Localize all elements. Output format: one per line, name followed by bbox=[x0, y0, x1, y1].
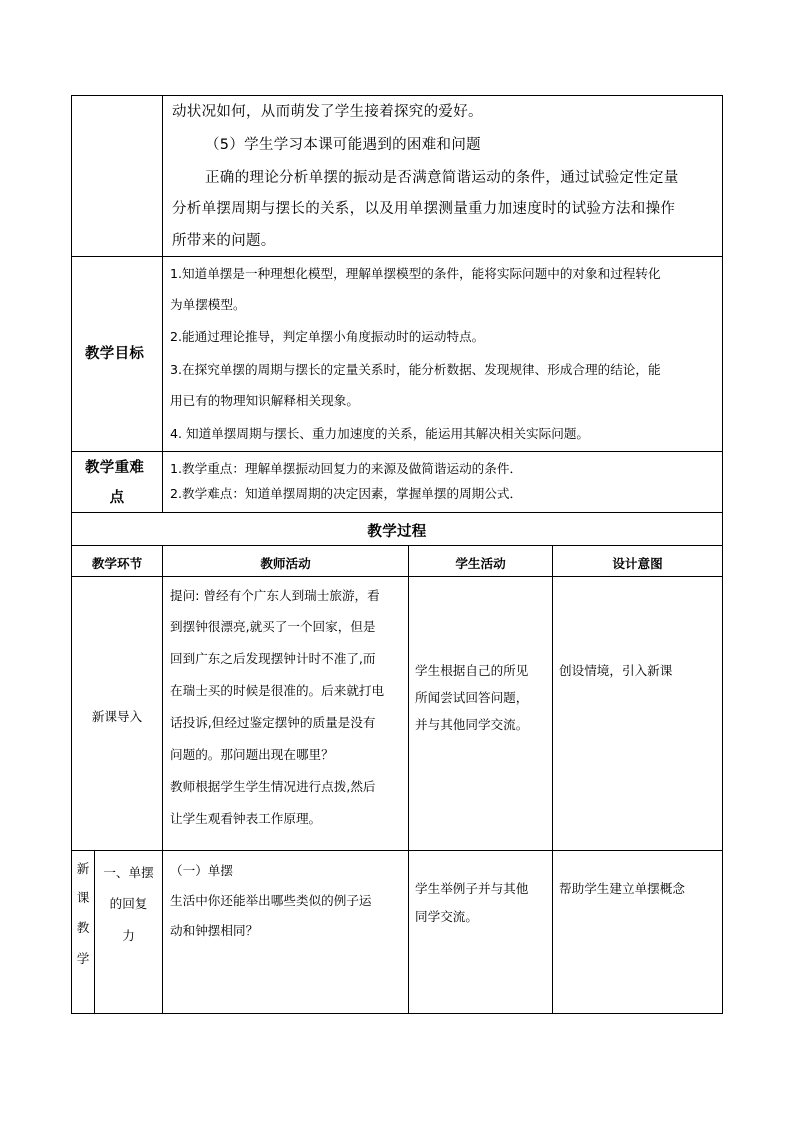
keypoints-label: 教学重难 bbox=[85, 460, 145, 476]
intro-teacher-line: 教师根据学生学生情况进行点拨,然后 bbox=[170, 779, 376, 794]
objective-line: 用已有的物理知识解释相关现象。 bbox=[170, 393, 359, 408]
divider-col3 bbox=[552, 545, 553, 1014]
new-substage-line: 力 bbox=[122, 928, 135, 943]
new-stage-char: 学 bbox=[76, 951, 90, 966]
intro-intent: 创设情境，引入新课 bbox=[559, 663, 673, 678]
new-teacher-line: 生活中你还能举出哪些类似的例子运 bbox=[170, 893, 372, 908]
keypoint-line: 1.教学重点：理解单摆振动回复力的来源及做简谐运动的条件． bbox=[170, 461, 523, 476]
item5-body-line: 分析单摆周期与摆长的关系，以及用单摆测量重力加速度时的试验方法和操作 bbox=[172, 201, 676, 217]
table-bottom-border bbox=[71, 1013, 723, 1014]
process-title: 教学过程 bbox=[367, 524, 427, 540]
continuation-line: 动状况如何，从而萌发了学生接着探究的爱好。 bbox=[172, 104, 483, 120]
header-student: 学生活动 bbox=[455, 556, 506, 571]
header-intent: 设计意图 bbox=[612, 556, 663, 571]
divider-label-column bbox=[162, 95, 163, 513]
intro-teacher-line: 到摆钟很漂亮,就买了一个回家，但是 bbox=[170, 619, 376, 634]
objective-line: 1.知道单摆是一种理想化模型，理解单摆模型的条件，能将实际问题中的对象和过程转化 bbox=[170, 266, 661, 281]
intro-teacher-line: 话投诉,但经过鉴定摆钟的质量是没有 bbox=[170, 715, 376, 730]
header-stage: 教学环节 bbox=[91, 556, 143, 571]
intro-student-line: 所闻尝试回答问题， bbox=[415, 690, 529, 705]
new-stage-char: 教 bbox=[76, 920, 90, 935]
new-substage-line: 一、单摆 bbox=[103, 865, 154, 880]
objectives-label: 教学目标 bbox=[85, 346, 145, 362]
table-top-border bbox=[71, 95, 723, 96]
keypoints-label-cont: 点 bbox=[109, 490, 125, 506]
divider-keypoints-process bbox=[71, 512, 723, 513]
new-stage-char: 课 bbox=[76, 890, 90, 905]
item5-body-line: 正确的理论分析单摆的振动是否满意简谐运动的条件，通过试验定性定量 bbox=[205, 170, 679, 186]
header-teacher: 教师活动 bbox=[260, 556, 311, 571]
new-stage-char: 新 bbox=[76, 861, 90, 876]
intro-teacher-line: 在瑞士买的时候是很准的。后来就打电 bbox=[170, 683, 385, 698]
intro-teacher-line: 回到广东之后发现摆钟计时不准了,而 bbox=[170, 651, 376, 666]
keypoint-line: 2.教学难点：知道单摆周期的决定因素，掌握单摆的周期公式． bbox=[170, 486, 523, 501]
new-student-line: 学生举例子并与其他 bbox=[415, 881, 529, 896]
intro-teacher-line: 让学生观看钟表工作原理。 bbox=[170, 811, 322, 826]
divider-top-objectives bbox=[71, 256, 723, 257]
intro-student-line: 并与其他同学交流。 bbox=[415, 717, 529, 732]
item5-body-line: 所带来的问题。 bbox=[172, 233, 276, 249]
divider-headers-body bbox=[71, 576, 723, 577]
item5-title: （5）学生学习本课可能遇到的困难和问题 bbox=[205, 137, 481, 153]
intro-teacher-line: 提问: 曾经有个广东人到瑞士旅游，看 bbox=[170, 588, 380, 603]
objective-line: 为单摆模型。 bbox=[170, 297, 246, 312]
divider-intro-new bbox=[71, 850, 723, 851]
new-intent: 帮助学生建立单摆概念 bbox=[559, 881, 685, 896]
divider-col2 bbox=[408, 545, 409, 1014]
new-teacher-line: 动和钟摆相同？ bbox=[170, 923, 259, 938]
new-teacher-line: （一）单摆 bbox=[170, 863, 233, 878]
intro-stage: 新课导入 bbox=[91, 709, 143, 724]
new-substage-line: 的回复 bbox=[109, 896, 148, 911]
objective-line: 4. 知道单摆周期与摆长、重力加速度的关系，能运用其解决相关实际问题。 bbox=[170, 426, 590, 441]
objective-line: 2.能通过理论推导，判定单摆小角度振动时的运动特点。 bbox=[170, 329, 485, 344]
divider-objectives-keypoints bbox=[71, 451, 723, 452]
objective-line: 3.在探究单摆的周期与摆长的定量关系时，能分析数据、发现规律、形成合理的结论，能 bbox=[170, 362, 661, 377]
new-student-line: 同学交流。 bbox=[415, 909, 478, 924]
divider-process-headers bbox=[71, 545, 723, 546]
intro-student-line: 学生根据自己的所见 bbox=[415, 663, 529, 678]
intro-teacher-line: 问题的。那问题出现在哪里？ bbox=[170, 747, 334, 762]
